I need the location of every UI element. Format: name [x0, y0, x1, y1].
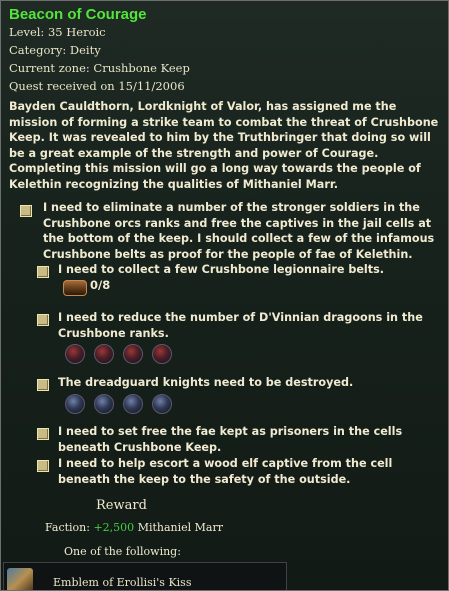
- objective-escort-text: I need to help escort a wood elf captive from the cell beneath the keep to the safety of the outside.: [58, 457, 393, 486]
- objective-main-checkbox: [20, 205, 32, 217]
- belt-icon: [63, 280, 87, 296]
- quest-title: Beacon of Courage: [9, 6, 147, 23]
- objective-dreadguard-text: The dreadguard knights need to be destroyed.: [58, 376, 354, 389]
- objective-belts-text: I need to collect a few Crushbone legionnaire belts.: [58, 263, 385, 276]
- faction-label: Faction:: [45, 521, 90, 534]
- faction-reward: [45, 521, 223, 534]
- dreadguard-icons: [65, 394, 172, 414]
- dragoon-helm-icon: [94, 344, 114, 364]
- objective-dreadguard-checkbox: [37, 379, 49, 391]
- objective-fae-checkbox: [37, 428, 49, 440]
- dreadguard-helm-icon: [94, 394, 114, 414]
- objective-escort-checkbox: [37, 460, 49, 472]
- reward-item-emblem[interactable]: [3, 562, 287, 591]
- dreadguard-helm-icon: [152, 394, 172, 414]
- quest-received-date: Quest received on 15/11/2006: [9, 79, 185, 93]
- objective-belts-checkbox: [37, 266, 49, 278]
- belts-progress-count: 0/8: [90, 278, 111, 292]
- objective-dragoons-text: I need to reduce the number of D'Vinnian dragoons in the Crushbone ranks.: [58, 311, 423, 340]
- dragoon-helm-icon: [123, 344, 143, 364]
- objective-fae-text: I need to set free the fae kept as prisoners in the cells beneath Crushbone Keep.: [58, 425, 403, 454]
- quest-category: Category: Deity: [9, 43, 101, 57]
- faction-amount: +2,500: [93, 521, 135, 534]
- dragoon-icons: [65, 344, 172, 364]
- dragoon-helm-icon: [65, 344, 85, 364]
- reward-item-name: Emblem of Erollisi's Kiss: [53, 576, 192, 589]
- faction-name: Mithaniel Marr: [137, 521, 223, 534]
- quest-zone: Current zone: Crushbone Keep: [9, 61, 190, 75]
- emblem-icon: [7, 568, 33, 591]
- objective-dragoons-checkbox: [37, 314, 49, 326]
- dreadguard-helm-icon: [123, 394, 143, 414]
- reward-heading: Reward: [96, 498, 147, 513]
- dreadguard-helm-icon: [65, 394, 85, 414]
- objective-main-text: I need to eliminate a number of the stronger soldiers in the Crushbone orcs ranks and free the captives in the jail cells at the bottom of the keep. I should collect a few of the infamous Crushbone belts as proof for the people of fae of Kelethin.: [43, 201, 435, 261]
- quest-description: Bayden Cauldthorn, Lordknight of Valor, has assigned me the mission of forming a strike team to combat the threat of Crushbone Keep. It was revealed to him by the Truthbringer that doing so will be a great example of the strength and power of Courage. Completing this mission will go a long way towards the people of Kelethin recognizing the qualities of Mithaniel Marr.: [9, 100, 439, 191]
- dragoon-helm-icon: [152, 344, 172, 364]
- reward-choice-label: One of the following:: [64, 545, 181, 558]
- quest-level: Level: 35 Heroic: [9, 25, 106, 39]
